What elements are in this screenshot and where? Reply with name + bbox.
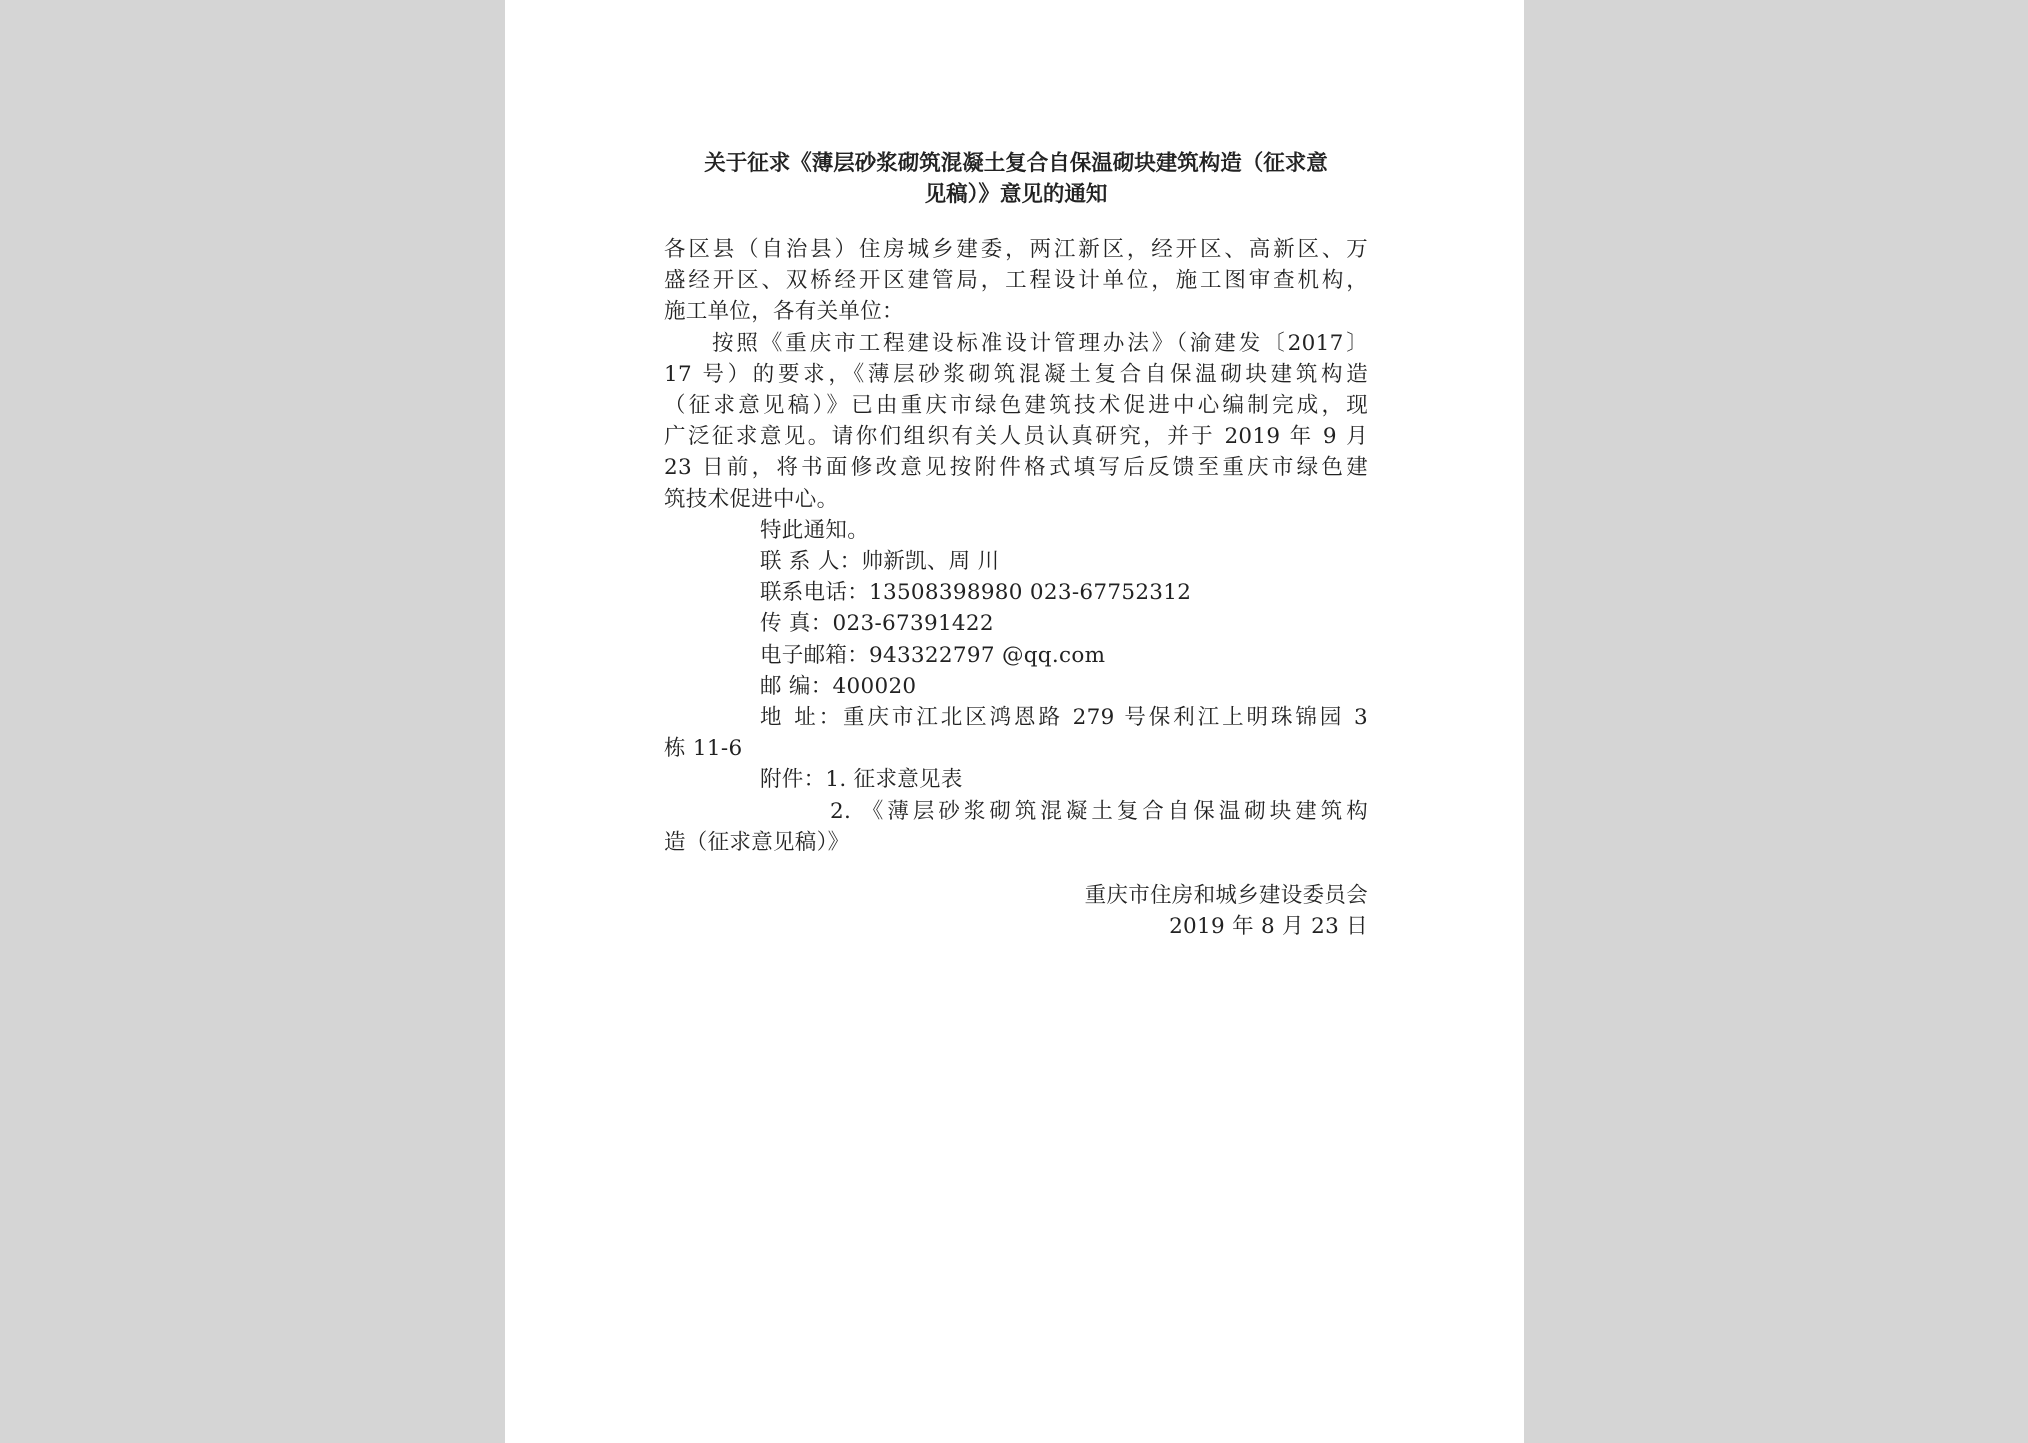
addressee [664, 234, 1368, 328]
body-line: 23 日前，将书面修改意见按附件格式填写后反馈至重庆市绿色建 [664, 455, 1368, 481]
contact-info [664, 546, 1368, 764]
contact-address: 地 址：重庆市江北区鸿恩路 279 号保利江上明珠锦园 3 [760, 705, 1368, 731]
attachment-item: 2. 《薄层砂浆砌筑混凝土复合自保温砌块建筑构 [830, 798, 1368, 824]
attachments [664, 764, 1368, 858]
contact-postcode: 邮 编：400020 [760, 673, 917, 699]
body-line: 17 号）的要求，《薄层砂浆砌筑混凝土复合自保温砌块建筑构造 [664, 361, 1368, 387]
body-line: （征求意见稿）》已由重庆市绿色建筑技术促进中心编制完成，现 [664, 393, 1368, 419]
notice-document [664, 148, 1368, 942]
attachment-item: 附件：1. 征求意见表 [760, 767, 963, 793]
closing-line: 特此通知。 [760, 517, 870, 543]
document-page [505, 0, 1524, 1443]
signature-block [664, 880, 1368, 942]
addressee-line: 施工单位，各有关单位： [664, 299, 904, 325]
addressee-line: 盛经开区、双桥经开区建管局，工程设计单位，施工图审查机构， [664, 268, 1368, 294]
attachment-item-cont: 造（征求意见稿）》 [664, 829, 850, 855]
notice-body [664, 328, 1368, 515]
title-line: 关于征求《薄层砂浆砌筑混凝土复合自保温砌块建筑构造（征求意 [704, 151, 1328, 176]
contact-email: 电子邮箱：943322797 @qq.com [760, 642, 1106, 668]
body-line: 按照《重庆市工程建设标准设计管理办法》（渝建发〔2017〕 [712, 330, 1368, 356]
issuer-name: 重庆市住房和城乡建设委员会 [1084, 883, 1368, 909]
body-line: 筑技术促进中心。 [664, 486, 839, 512]
body-line: 广泛征求意见。请你们组织有关人员认真研究，并于 2019 年 9 月 [664, 424, 1368, 450]
title-line: 见稿）》意见的通知 [924, 182, 1108, 207]
contact-address-cont: 栋 11-6 [664, 736, 743, 762]
contact-fax: 传 真：023-67391422 [760, 611, 994, 637]
notice-title [664, 148, 1368, 210]
issue-date: 2019 年 8 月 23 日 [1169, 914, 1368, 940]
contact-person: 联 系 人：帅新凯、周 川 [760, 549, 1000, 575]
contact-phone: 联系电话：13508398980 023-67752312 [760, 580, 1192, 606]
addressee-line: 各区县（自治县）住房城乡建委，两江新区，经开区、高新区、万 [664, 237, 1368, 262]
